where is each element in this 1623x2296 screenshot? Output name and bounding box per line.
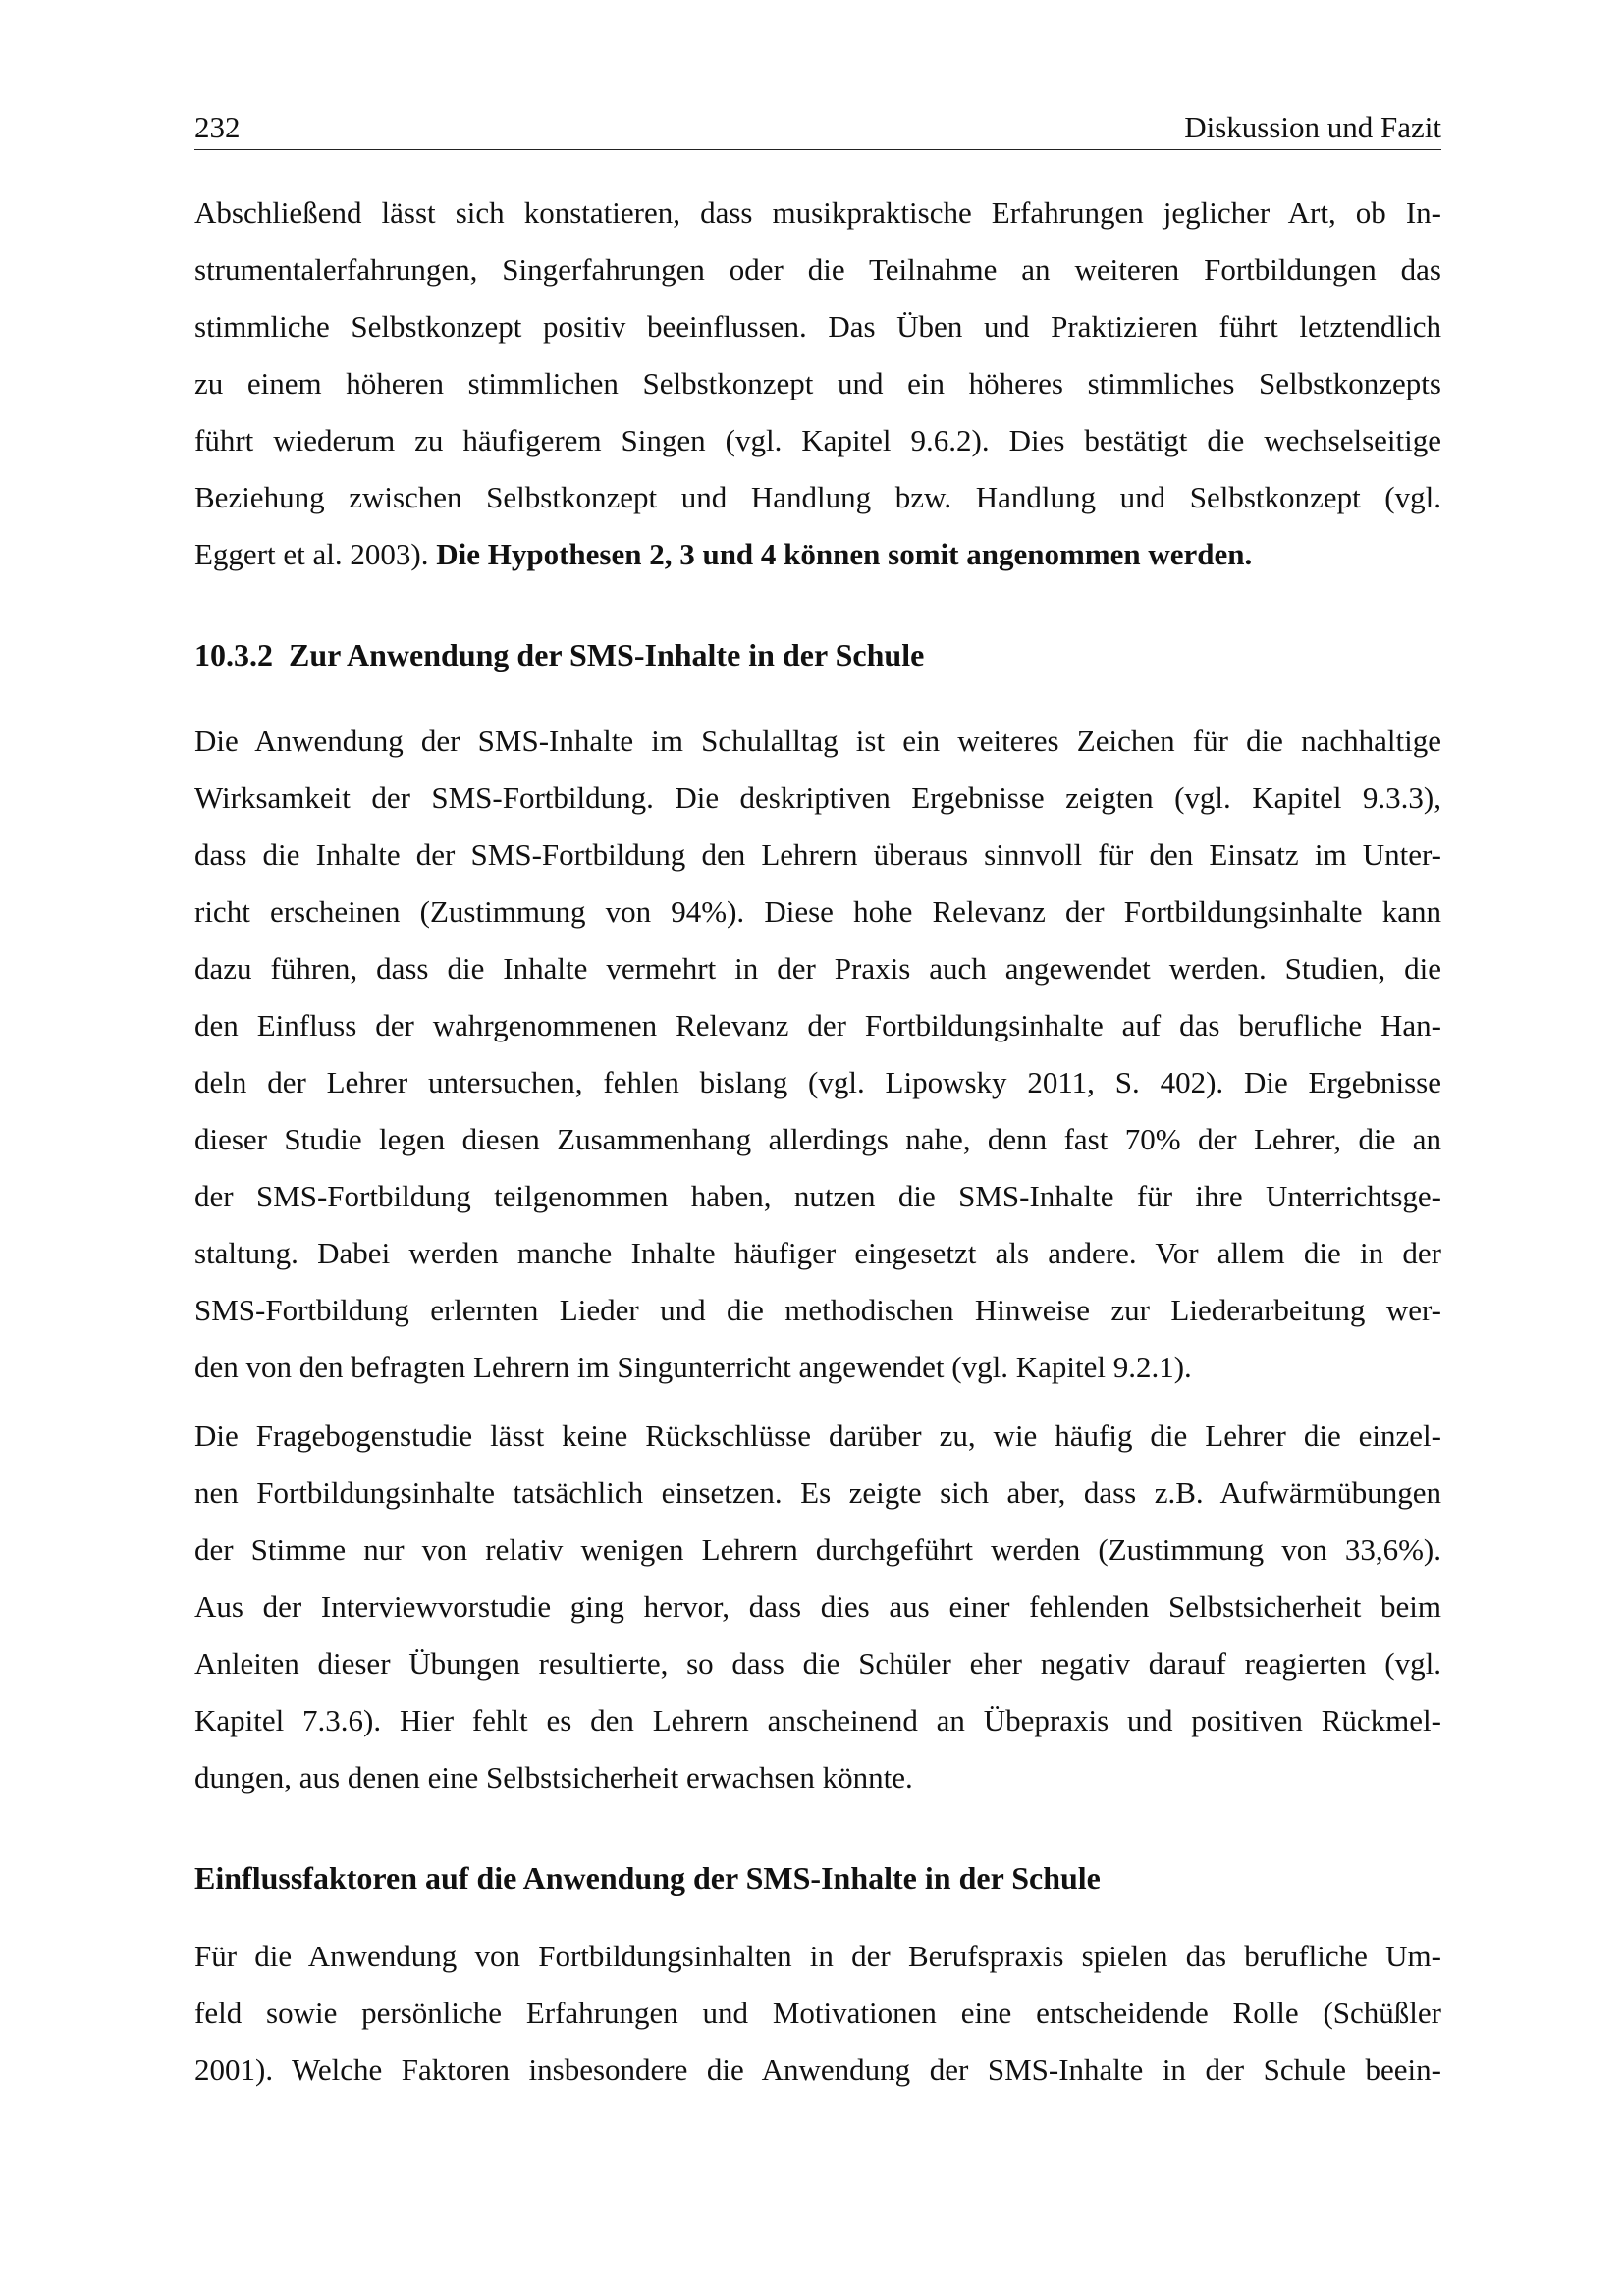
paragraph-influencing-factors (194, 1928, 1441, 2099)
text-line: Beziehung zwischen Selbstkonzept und Handlung bzw. Handlung und Selbstkonzept (vgl. (194, 480, 1441, 514)
text-line: stimmliche Selbstkonzept positiv beeinflussen. Das Üben und Praktizieren führt letztendlich (194, 309, 1441, 344)
running-header (194, 106, 1441, 150)
text-line: nen Fortbildungsinhalte tatsächlich einsetzen. Es zeigte sich aber, dass z.B. Aufwärmübungen (194, 1475, 1441, 1510)
text-line: dazu führen, dass die Inhalte vermehrt in der Praxis auch angewendet werden. Studien, die (194, 951, 1441, 986)
text-line: dungen, aus denen eine Selbstsicherheit erwachsen könnte. (194, 1760, 913, 1794)
text-line: Kapitel 7.3.6). Hier fehlt es den Lehrern anscheinend an Übepraxis und positiven Rückmel- (194, 1703, 1441, 1737)
subheading: Einflussfaktoren auf die Anwendung der SMS-Inhalte in der Schule (194, 1860, 1101, 1896)
text-line: der SMS-Fortbildung teilgenommen haben, nutzen die SMS-Inhalte für ihre Unterrichtsge- (194, 1179, 1441, 1213)
paragraph-questionnaire (194, 1408, 1441, 1806)
text-line: strumentalerfahrungen, Singerfahrungen oder die Teilnahme an weiteren Fortbildungen das (194, 252, 1441, 287)
text-line: zu einem höheren stimmlichen Selbstkonzept und ein höheres stimmliches Selbstkonzepts (194, 366, 1441, 400)
text-line: den Einfluss der wahrgenommenen Relevanz der Fortbildungsinhalte auf das berufliche Han- (194, 1008, 1441, 1042)
text-line: staltung. Dabei werden manche Inhalte häufiger eingesetzt als andere. Vor allem die in der (194, 1236, 1441, 1270)
page-number: 232 (194, 110, 241, 144)
text-line: dass die Inhalte der SMS-Fortbildung den Lehrern überaus sinnvoll für den Einsatz im Unter- (194, 837, 1441, 872)
paragraph-conclusion (194, 185, 1441, 583)
text-line: Anleiten dieser Übungen resultierte, so dass die Schüler eher negativ darauf reagierten (vgl. (194, 1646, 1441, 1681)
text-line: deln der Lehrer untersuchen, fehlen bislang (vgl. Lipowsky 2011, S. 402). Die Ergebnisse (194, 1065, 1441, 1099)
text-line: SMS-Fortbildung erlernten Lieder und die methodischen Hinweise zur Liederarbeitung wer- (194, 1293, 1441, 1327)
text-line: führt wiederum zu häufigerem Singen (vgl. Kapitel 9.6.2). Dies bestätigt die wechselseitige (194, 423, 1441, 457)
hypothesis-statement: Die Hypothesen 2, 3 und 4 können somit angenommen werden. (436, 537, 1253, 571)
text-line: 2001). Welche Faktoren insbesondere die Anwendung der SMS-Inhalte in der Schule beein- (194, 2053, 1441, 2087)
text-line: Wirksamkeit der SMS-Fortbildung. Die deskriptiven Ergebnisse zeigten (vgl. Kapitel 9.3.3), (194, 780, 1441, 815)
text-line: Abschließend lässt sich konstatieren, dass musikpraktische Erfahrungen jeglicher Art, ob In- (194, 195, 1441, 230)
chapter-title: Diskussion und Fazit (1184, 110, 1441, 144)
citation-text: Eggert et al. 2003). (194, 537, 437, 571)
text-line: der Stimme nur von relativ wenigen Lehrern durchgeführt werden (Zustimmung von 33,6%). (194, 1532, 1441, 1567)
text-line: feld sowie persönliche Erfahrungen und Motivationen eine entscheidende Rolle (Schüßler (194, 1996, 1441, 2030)
text-line: den von den befragten Lehrern im Singunterricht angewendet (vgl. Kapitel 9.2.1). (194, 1350, 1192, 1384)
text-line (194, 526, 1441, 583)
text-line: dieser Studie legen diesen Zusammenhang allerdings nahe, denn fast 70% der Lehrer, die an (194, 1122, 1441, 1156)
body-text (194, 185, 1441, 2099)
text-line: Für die Anwendung von Fortbildungsinhalten in der Berufspraxis spielen das berufliche Um- (194, 1939, 1441, 1973)
paragraph-application (194, 713, 1441, 1396)
text-line: Die Fragebogenstudie lässt keine Rückschlüsse darüber zu, wie häufig die Lehrer die einzel- (194, 1418, 1441, 1453)
text-line: Aus der Interviewvorstudie ging hervor, dass dies aus einer fehlenden Selbstsicherheit beim (194, 1589, 1441, 1624)
text-line: Die Anwendung der SMS-Inhalte im Schulalltag ist ein weiteres Zeichen für die nachhaltige (194, 723, 1441, 758)
text-line: richt erscheinen (Zustimmung von 94%). Diese hohe Relevanz der Fortbildungsinhalte kann (194, 894, 1441, 929)
section-heading: 10.3.2 Zur Anwendung der SMS-Inhalte in der Schule (194, 637, 925, 672)
